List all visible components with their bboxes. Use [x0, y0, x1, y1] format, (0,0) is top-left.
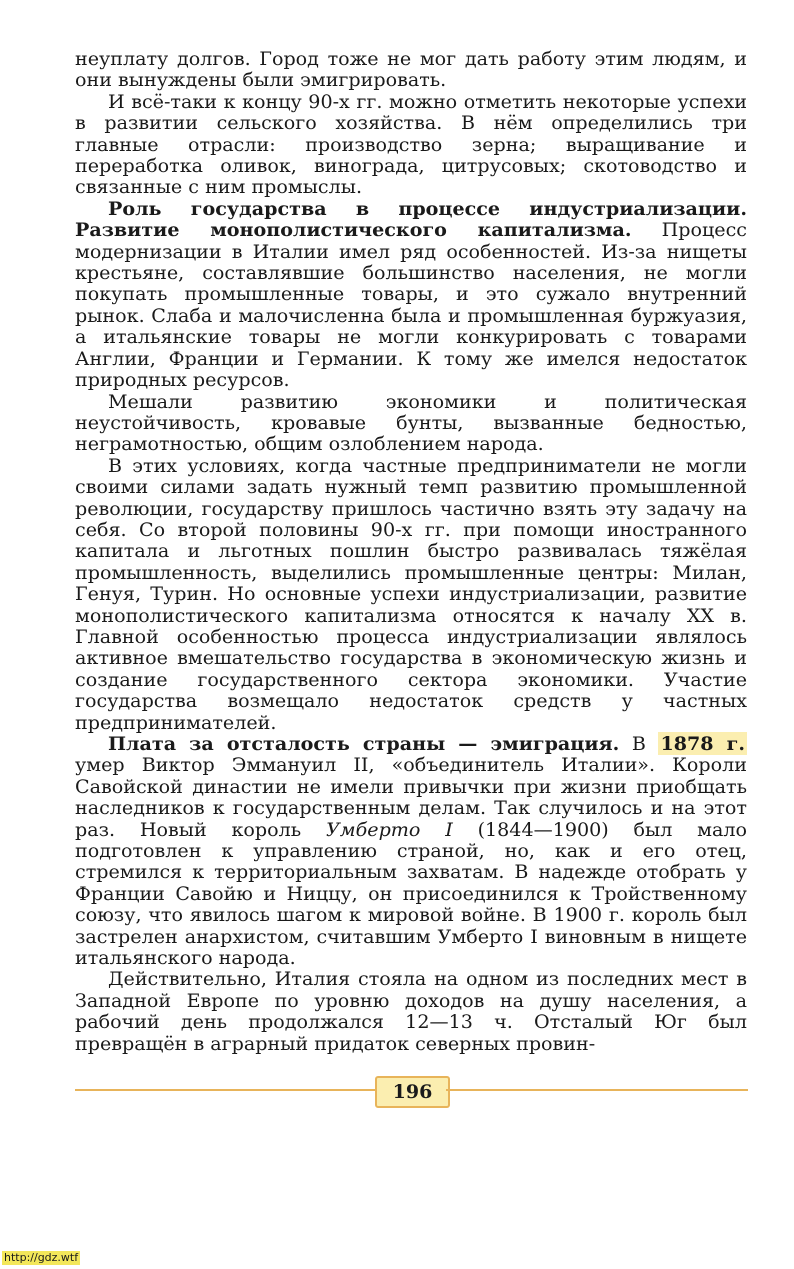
paragraph-agriculture: И всё-таки к концу 90-х гг. можно отметить некоторые успехи в развитии сельского хозяйства. В нём определились три главные отрасли: производство зерна; выращивание и переработка оливок, винограда, цитрусовых; скотоводство и связанные с ним промыслы.	[75, 89, 747, 199]
highlighted-year: 1878 г.	[660, 732, 746, 755]
paragraph-state-role	[75, 198, 747, 391]
footer-rule-right	[446, 1089, 748, 1091]
footer-rule-left	[75, 1089, 375, 1091]
paragraph-emigration-text-b: (1844—1900) был мало подготовлен к управлению страной, но, как и его отец, стремился к территориальным захватам. В надежде отобрать у Франции Савойю и Ниццу, он присоединился к Тройственному союзу, что явилось шагом к мировой войне. В 1900 г. король был застрелен анархистом, считавшим Умберто I виновным в нищете итальянского народа.	[75, 817, 748, 970]
section-heading-state-role: Роль государства в процессе индустриализации. Развитие монополистического капитализма.	[75, 196, 747, 242]
watermark-link[interactable]: http://gdz.wtf	[4, 1251, 79, 1264]
page-body	[75, 48, 747, 1054]
king-name: Умберто I	[326, 817, 453, 841]
paragraph-state-role-text: Процесс модернизации в Италии имел ряд особенностей. Из-за нищеты крестьяне, составлявшие большинство населения, не могли покупать промышленные товары, и это сужало внутренний рынок. Слаба и малочисленна была и промышленная буржуазия, а итальянские товары не могли конкурировать с товарами Англии, Франции и Германии. К тому же имелся недостаток природных ресурсов.	[75, 218, 747, 392]
paragraph-emigration	[75, 733, 747, 968]
page-number: 196	[375, 1076, 450, 1108]
paragraph-emigration-text-a: умер Виктор Эммануил II, «объединитель Италии». Короли Савойской династии не имели привычки при жизни приобщать наследников к государственным делам. Так случилось и на этот раз. Новый король	[75, 753, 747, 841]
paragraph-emigration-pre: В	[631, 732, 646, 755]
paragraph-emigration-end: неуплату долгов. Город тоже не мог дать работу этим людям, и они вынуждены были эмигрировать.	[75, 47, 747, 92]
paragraph-instability: Мешали развитию экономики и политическая неустойчивость, кровавые бунты, вызванные бедностью, неграмотностью, общим озлоблением народа.	[75, 389, 747, 456]
paragraph-industrialization: В этих условиях, когда частные предприниматели не могли своими силами задать нужный темп развитию промышленной революции, государству пришлось частично взять эту задачу на себя. Со второй половины 90-х гг. при помощи иностранного капитала и льготных пошлин быстро развивалась тяжёлая промышленность, выделились промышленные центры: Милан, Генуя, Турин. Но основные успехи индустриализации, развитие монополистического капитализма относятся к началу XX в. Главной особенностью процесса индустриализации являлось активное вмешательство государства в экономическую жизнь и создание государственного сектора экономики. Участие государства возмещало недостаток средств у частных предпринимателей.	[75, 453, 747, 734]
paragraph-income: Действительно, Италия стояла на одном из последних мест в Западной Европе по уровню доходов на душу населения, а рабочий день продолжался 12—13 ч. Отсталый Юг был превращён в аграрный придаток северных провин-	[75, 967, 747, 1055]
section-heading-emigration: Плата за отсталость страны — эмиграция.	[108, 732, 620, 755]
